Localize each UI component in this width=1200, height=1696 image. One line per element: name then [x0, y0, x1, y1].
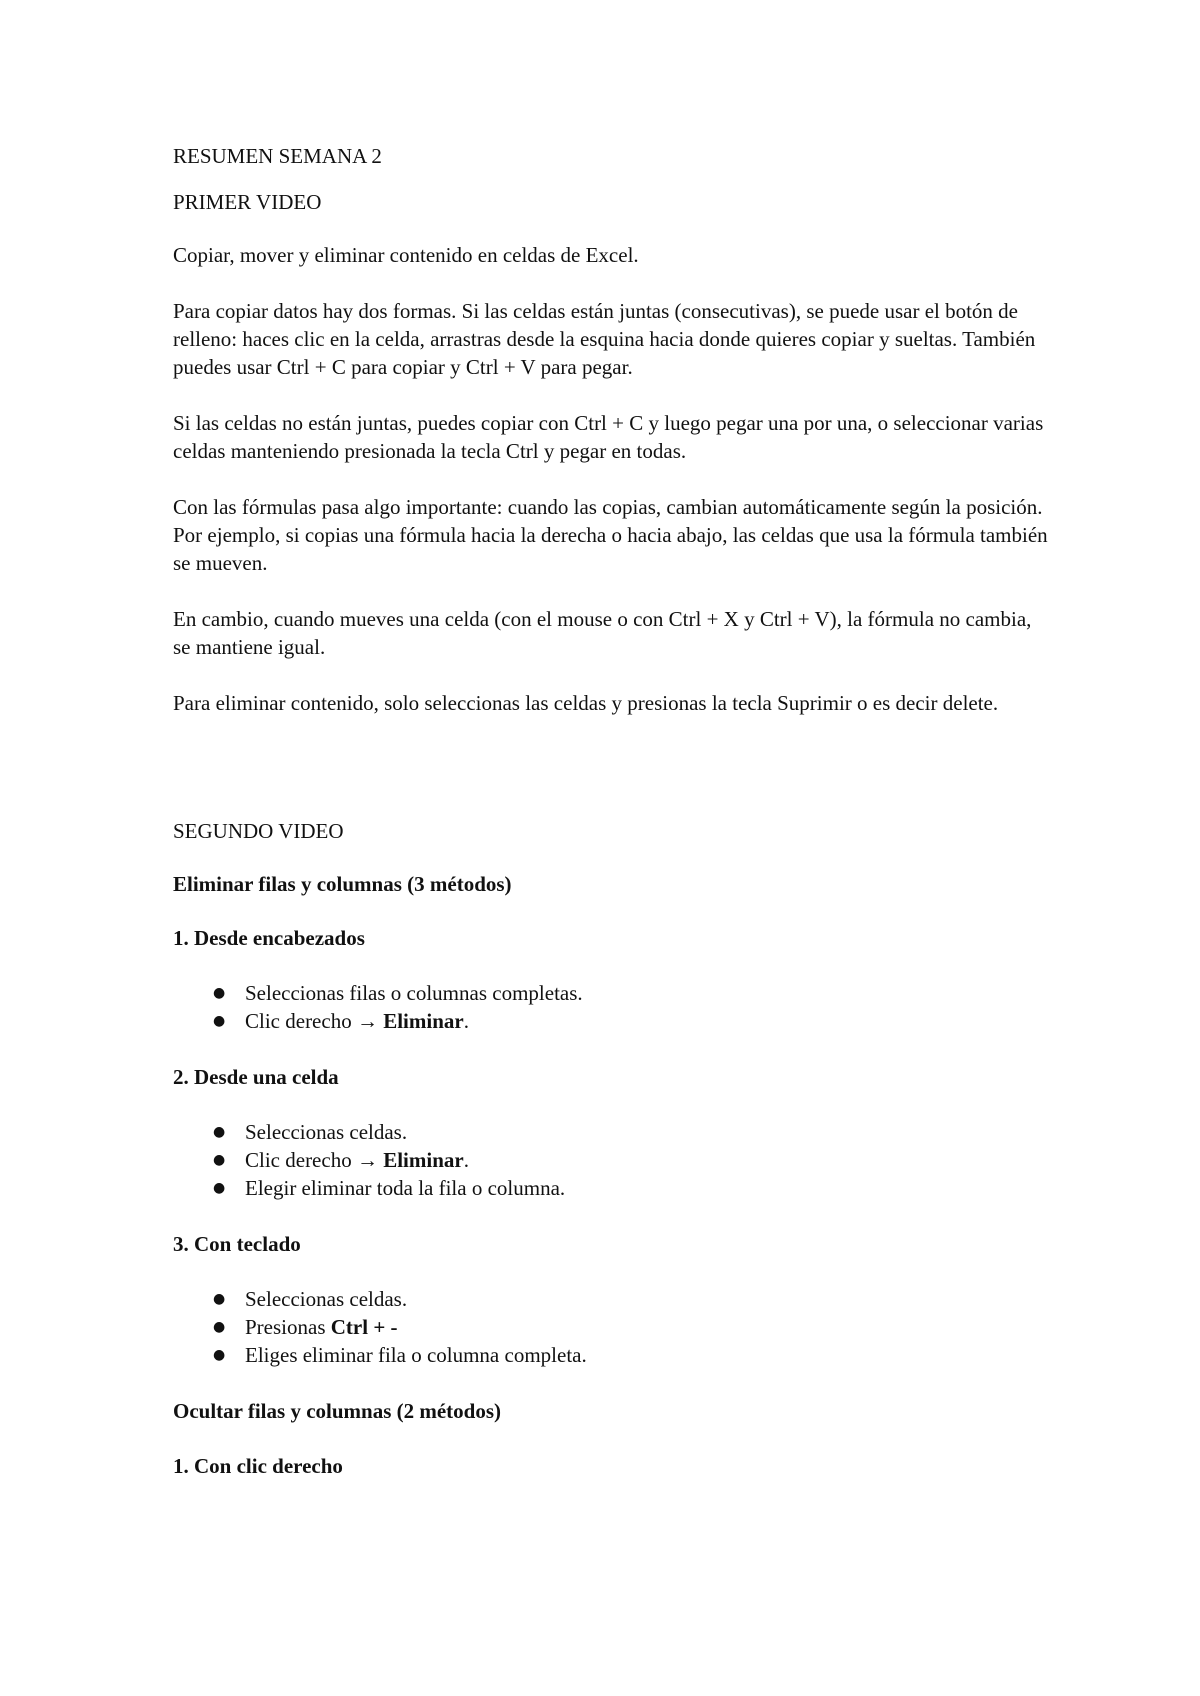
document-title: RESUMEN SEMANA 2	[173, 144, 382, 168]
document-page	[173, 142, 1053, 1480]
method1-list	[173, 979, 1053, 1035]
bullet-icon: ●	[213, 1291, 226, 1307]
list-item-text-suffix: .	[463, 1148, 469, 1172]
list-item	[173, 1146, 1053, 1174]
method1-title: 1. Desde encabezados	[173, 926, 365, 950]
method3-list	[173, 1285, 1053, 1369]
list-item-text-prefix: Presionas	[245, 1315, 331, 1339]
list-item	[173, 1285, 1053, 1313]
paragraph-delete-content: Para eliminar contenido, solo seleccionas las celdas y presionas la tecla Suprimir o es decir delete.	[173, 691, 999, 715]
method2-title: 2. Desde una celda	[173, 1065, 339, 1089]
list-item-text-prefix: Clic derecho →	[245, 1148, 384, 1172]
list-item-text-prefix: Clic derecho →	[245, 1009, 384, 1033]
list-item	[173, 1341, 1053, 1369]
list-item-text: Seleccionas celdas.	[245, 1287, 408, 1311]
bullet-icon: ●	[213, 1319, 226, 1335]
paragraph-non-adjacent-cells: Si las celdas no están juntas, puedes copiar con Ctrl + C y luego pegar una por una, o seleccionar varias celdas manteniendo presionada la tecla Ctrl y pegar en todas.	[173, 411, 1044, 463]
list-item	[173, 979, 1053, 1007]
paragraph-formulas: Con las fórmulas pasa algo importante: cuando las copias, cambian automáticamente según la posición. Por ejemplo, si copias una fórmula hacia la derecha o hacia abajo, las celdas que usa la fórmula también se mueven.	[173, 495, 1048, 575]
bullet-icon: ●	[213, 1347, 226, 1363]
section1-subtitle: Copiar, mover y eliminar contenido en celdas de Excel.	[173, 243, 639, 267]
hide-method1-title: 1. Con clic derecho	[173, 1454, 343, 1478]
paragraph-move-cell: En cambio, cuando mueves una celda (con el mouse o con Ctrl + X y Ctrl + V), la fórmula no cambia, se mantiene igual.	[173, 607, 1032, 659]
list-item	[173, 1007, 1053, 1035]
list-item-bold: Ctrl + -	[330, 1315, 398, 1339]
list-item-text: Elegir eliminar toda la fila o columna.	[245, 1176, 566, 1200]
list-item-text-suffix: .	[463, 1009, 469, 1033]
list-item	[173, 1174, 1053, 1202]
list-item-text: Eliges eliminar fila o columna completa.	[245, 1343, 587, 1367]
bullet-icon: ●	[213, 1124, 226, 1140]
list-item-bold: Eliminar	[383, 1148, 464, 1172]
paragraph-copy-data: Para copiar datos hay dos formas. Si las celdas están juntas (consecutivas), se puede usar el botón de relleno: haces clic en la celda, arrastras desde la esquina hacia donde quieres copiar y sueltas. También puedes usar Ctrl + C para copiar y Ctrl + V para pegar.	[173, 299, 1036, 379]
list-item-text: Seleccionas celdas.	[245, 1120, 408, 1144]
method2-list	[173, 1118, 1053, 1202]
section-label-segundo-video: SEGUNDO VIDEO	[173, 819, 344, 843]
section-label-primer-video: PRIMER VIDEO	[173, 190, 322, 214]
method3-title: 3. Con teclado	[173, 1232, 301, 1256]
heading-hide-rows-columns: Ocultar filas y columnas (2 métodos)	[173, 1399, 502, 1423]
list-item-text: Seleccionas filas o columnas completas.	[245, 981, 583, 1005]
bullet-icon: ●	[213, 1013, 226, 1029]
list-item	[173, 1118, 1053, 1146]
heading-delete-rows-columns: Eliminar filas y columnas (3 métodos)	[173, 872, 512, 896]
bullet-icon: ●	[213, 1180, 226, 1196]
bullet-icon: ●	[213, 985, 226, 1001]
list-item-bold: Eliminar	[383, 1009, 464, 1033]
list-item	[173, 1313, 1053, 1341]
bullet-icon: ●	[213, 1152, 226, 1168]
